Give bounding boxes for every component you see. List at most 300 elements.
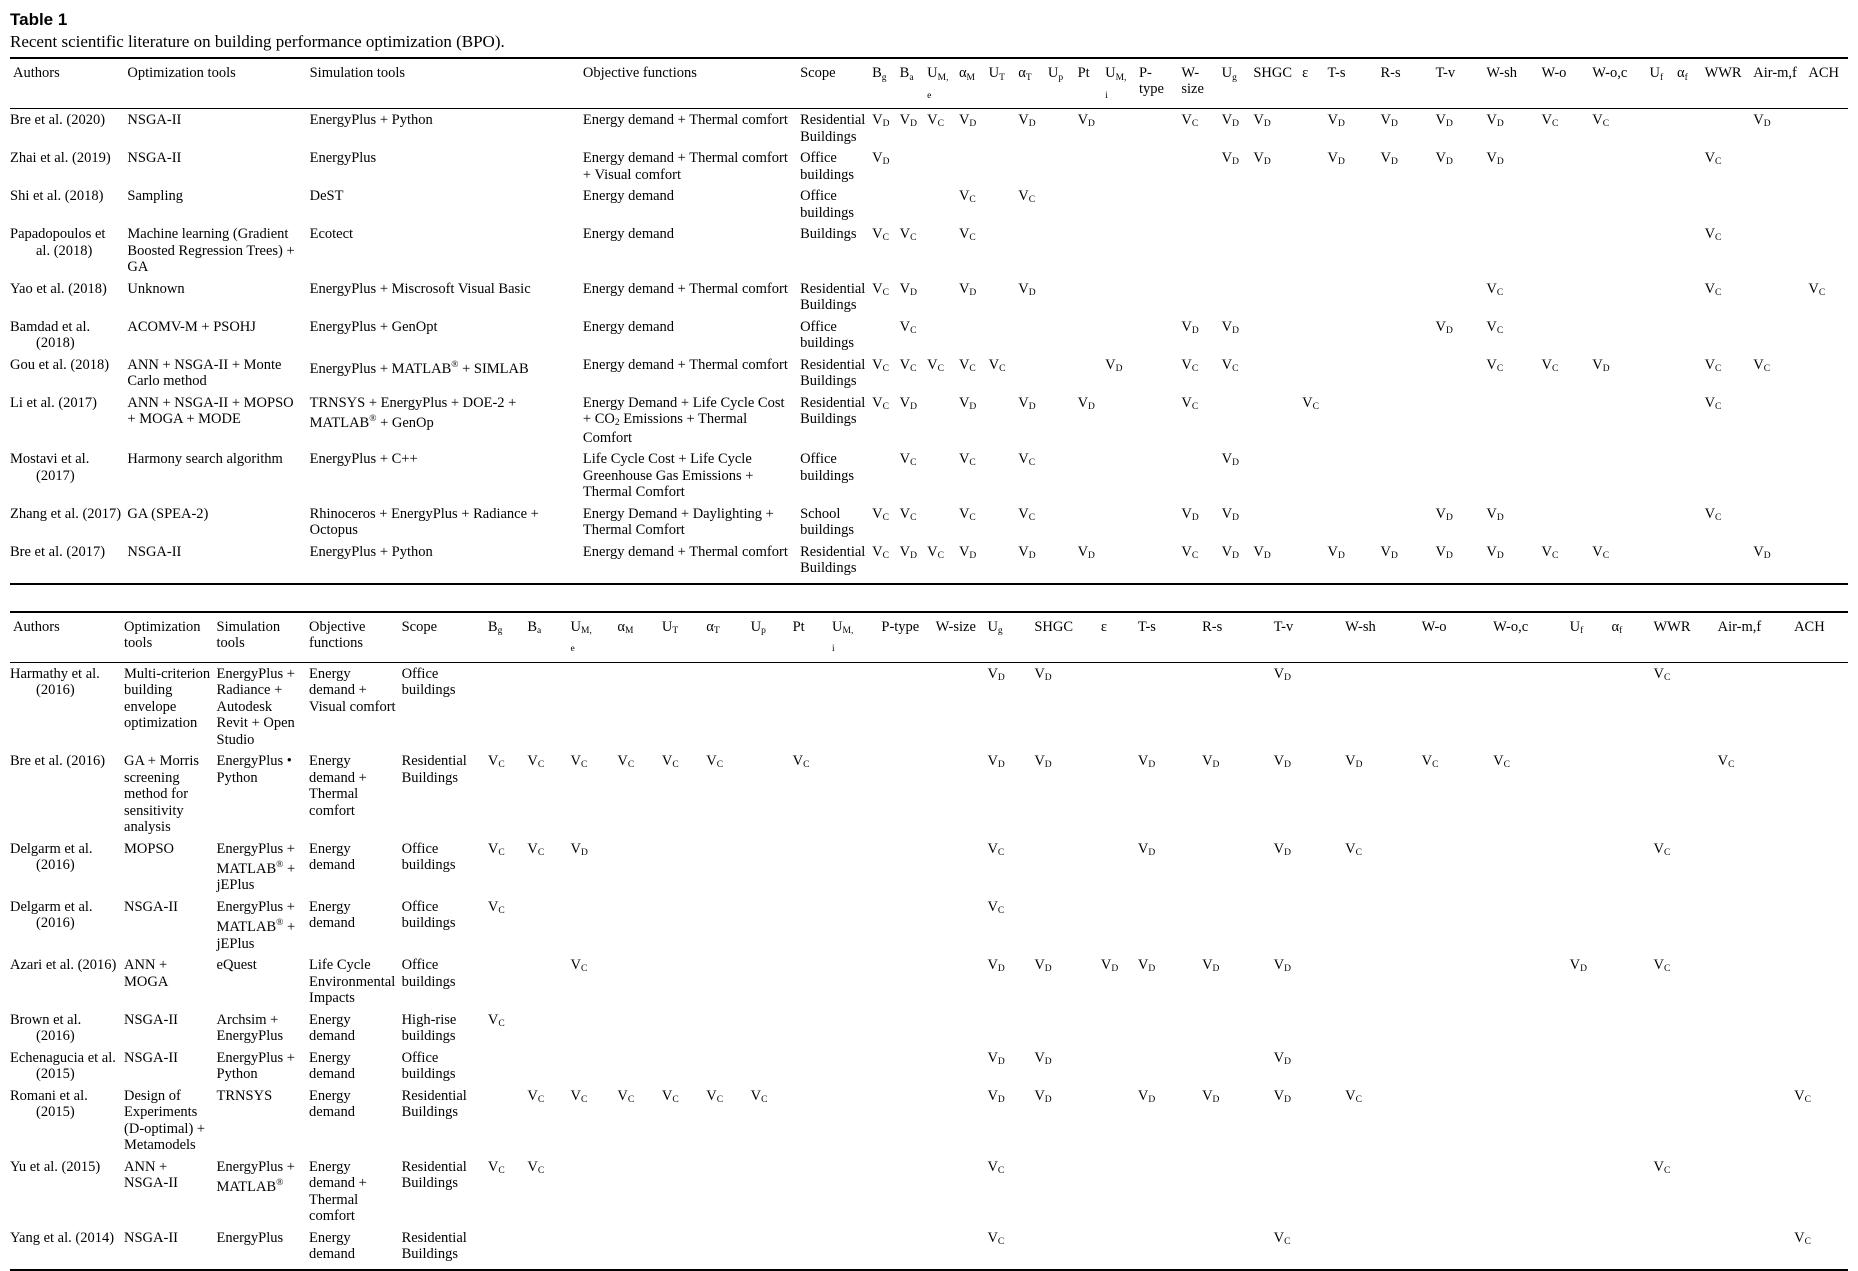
cell-objective-functions: Energy demand <box>309 898 355 932</box>
cell-param-marker <box>1567 838 1609 896</box>
cell-param-marker <box>1490 1085 1566 1156</box>
cell-simulation-tools: EnergyPlus + Python <box>216 1049 295 1083</box>
cell-param-marker <box>1490 1227 1566 1270</box>
cell-param-marker <box>986 316 1016 354</box>
cell-param-marker <box>1342 896 1418 954</box>
cell-param-marker <box>748 954 790 1009</box>
cell-simulation-tools: TRNSYS <box>216 1087 273 1104</box>
cell-param-marker <box>1715 662 1791 750</box>
cell-param-marker <box>1098 750 1135 838</box>
table-row <box>10 750 1848 838</box>
cell-param-marker <box>933 662 985 750</box>
cell-param-marker <box>1045 109 1075 148</box>
cell-optimization-tools: Design of Experiments (D-optimal) + Metamodels <box>124 1087 206 1154</box>
cell-param-marker <box>790 662 829 750</box>
cell-param-marker <box>897 147 925 185</box>
cell-param-marker: $V_C$ <box>1541 112 1559 129</box>
cell-param-marker <box>933 838 985 896</box>
cell-objective-functions: Energy demand + Thermal comfort <box>582 280 788 297</box>
cell-param-marker <box>1377 185 1432 223</box>
cell-param-marker <box>924 503 956 541</box>
cell-objective-functions: Energy Demand + Life Cycle Cost + $CO_2$ Emissions + Thermal Comfort <box>582 394 785 446</box>
cell-param-marker <box>1538 185 1589 223</box>
cell-param-marker: $V_D$ <box>1377 541 1432 584</box>
cell-param-marker: $V_D$ <box>1273 753 1291 770</box>
cell-param-marker <box>790 1085 829 1156</box>
cell-param-marker: $V_C$ <box>958 356 976 374</box>
cell-param-marker <box>1178 185 1218 223</box>
cell-objective-functions: Energy demand + Thermal comfort <box>309 1158 367 1225</box>
cell-param-marker <box>1136 541 1178 584</box>
cell-param-marker: $V_C$ <box>872 280 889 298</box>
cell-simulation-tools: EnergyPlus • Python <box>216 753 292 786</box>
cell-param-marker: $V_D$ <box>1034 1087 1052 1105</box>
cell-param-marker <box>1419 954 1491 1009</box>
cell-param-marker <box>933 896 985 954</box>
cell-param-marker <box>829 896 878 954</box>
cell-param-marker: $V_D$ <box>1202 957 1220 975</box>
cell-objective-functions: Energy demand + Thermal comfort + Visual comfort <box>582 150 788 183</box>
cell-param-marker <box>1299 316 1324 354</box>
column-header-param-w-o: W-o <box>1419 612 1491 663</box>
cell-scope: School buildings <box>800 505 855 538</box>
cell-scope: Residential Buildings <box>797 541 869 584</box>
cell-param-marker <box>1805 147 1848 185</box>
cell-param-marker <box>1075 316 1103 354</box>
cell-param-marker <box>1199 896 1271 954</box>
cell-param-marker <box>1098 1227 1135 1270</box>
cell-scope: Office buildings <box>800 318 855 351</box>
cell-param-marker: $V_D$ <box>1380 150 1398 167</box>
cell-param-marker <box>1135 662 1199 750</box>
cell-param-marker <box>1433 278 1484 316</box>
column-header-optimization-tools: Optimization tools <box>121 612 214 663</box>
column-header-param-pt: Pt <box>790 612 829 663</box>
cell-param-marker <box>1075 223 1103 278</box>
table-row <box>10 109 1848 148</box>
cell-param-marker <box>1750 448 1805 503</box>
cell-param-marker: $V_C$ <box>958 451 976 468</box>
cell-param-marker <box>1075 448 1103 503</box>
cell-param-marker <box>1805 503 1848 541</box>
table-row <box>10 1156 1848 1227</box>
cell-param-marker: $V_C$ <box>487 753 505 770</box>
cell-param-marker: $V_C$ <box>927 112 944 129</box>
cell-param-marker <box>790 838 829 896</box>
cell-param-marker <box>1031 1156 1098 1227</box>
cell-param-marker <box>1715 954 1791 1009</box>
table-header-part1 <box>10 58 1848 109</box>
cell-param-marker <box>878 896 932 954</box>
column-header-param-w-size: W-size <box>1178 58 1218 109</box>
cell-param-marker: $V_C$ <box>1486 356 1504 374</box>
cell-optimization-tools: NSGA-II <box>121 1227 214 1270</box>
cell-simulation-tools: EnergyPlus + Radiance + Autodesk Revit + Open Studio <box>216 665 295 748</box>
column-header-param-u-g: Ug <box>1219 58 1251 109</box>
cell-param-marker <box>1715 838 1791 896</box>
cell-param-marker: $V_C$ <box>617 753 635 770</box>
cell-param-marker <box>1299 223 1324 278</box>
cell-param-marker <box>1490 1047 1566 1085</box>
cell-param-marker: $V_D$ <box>1433 541 1484 584</box>
cell-param-marker <box>1715 1009 1791 1047</box>
cell-param-marker: $V_C$ <box>1717 753 1735 770</box>
cell-param-marker: $V_C$ <box>1704 226 1722 243</box>
cell-param-marker <box>1483 448 1538 503</box>
cell-param-marker <box>878 1009 932 1047</box>
table-row <box>10 392 1848 449</box>
cell-authors: Zhai et al. (2019) <box>10 150 111 166</box>
cell-param-marker <box>1031 1009 1098 1047</box>
cell-simulation-tools: Rhinoceros + EnergyPlus + Radiance + Octopus <box>309 505 539 538</box>
column-header-param-u-m-i: UM, i <box>829 612 878 663</box>
cell-param-marker: $V_D$ <box>1327 150 1345 167</box>
cell-param-marker <box>659 1227 703 1270</box>
cell-objective-functions: Life Cycle Cost + Life Cycle Greenhouse Gas Emissions + Thermal Comfort <box>582 451 754 500</box>
cell-param-marker <box>1805 448 1848 503</box>
column-header-param-shgc: SHGC <box>1031 612 1098 663</box>
cell-param-marker: $V_C$ <box>924 541 956 584</box>
cell-scope: Residential Buildings <box>401 1087 467 1121</box>
cell-scope: Residential Buildings <box>401 753 467 786</box>
cell-param-marker: $V_C$ <box>527 840 545 858</box>
cell-param-marker <box>659 1047 703 1085</box>
column-header-param-p-type: P-type <box>878 612 932 663</box>
cell-param-marker <box>1674 316 1702 354</box>
cell-param-marker <box>1650 896 1714 954</box>
cell-scope: Residential Buildings <box>800 394 866 427</box>
table-row <box>10 954 1848 1009</box>
cell-param-marker: $V_C$ <box>570 1087 588 1105</box>
cell-param-marker <box>1377 448 1432 503</box>
cell-param-marker <box>878 1085 932 1156</box>
cell-param-marker <box>703 1227 747 1270</box>
cell-param-marker <box>485 1085 524 1156</box>
cell-param-marker <box>1647 278 1675 316</box>
cell-param-marker <box>1342 1009 1418 1047</box>
cell-param-marker <box>829 662 878 750</box>
cell-param-marker <box>703 1156 747 1227</box>
cell-param-marker <box>986 223 1016 278</box>
cell-param-marker <box>1098 838 1135 896</box>
cell-param-marker: $V_C$ <box>1753 356 1771 374</box>
table-caption: Recent scientific literature on building performance optimization (BPO). <box>10 32 505 51</box>
cell-param-marker <box>1136 185 1178 223</box>
column-header-param-w-sh: W-sh <box>1342 612 1418 663</box>
table-row <box>10 503 1848 541</box>
column-header-param-: ε <box>1299 58 1324 109</box>
cell-param-marker <box>748 662 790 750</box>
cell-param-marker <box>1136 316 1178 354</box>
cell-param-marker: $V_C$ <box>1181 394 1199 412</box>
cell-param-marker <box>986 278 1016 316</box>
cell-param-marker <box>568 662 615 750</box>
cell-param-marker <box>1674 448 1702 503</box>
cell-param-marker <box>1609 1047 1651 1085</box>
cell-param-marker <box>1538 147 1589 185</box>
cell-optimization-tools: ANN + NSGA-II + Monte Carlo method <box>127 356 282 389</box>
cell-param-marker: $V_C$ <box>899 226 917 243</box>
cell-param-marker: $V_C$ <box>984 1227 1031 1270</box>
cell-param-marker <box>1299 503 1324 541</box>
cell-authors: Shi et al. (2018) <box>10 188 104 204</box>
column-header-objective-functions: Objective functions <box>306 612 399 663</box>
cell-param-marker <box>1325 448 1378 503</box>
cell-param-marker <box>1045 392 1075 449</box>
cell-param-marker <box>986 147 1016 185</box>
cell-param-marker <box>568 1009 615 1047</box>
cell-param-marker: $V_D$ <box>1750 541 1805 584</box>
table-section-gap <box>10 585 1848 611</box>
cell-simulation-tools: EnergyPlus + MATLAB® + jEPlus <box>216 840 296 894</box>
cell-param-marker <box>956 316 986 354</box>
cell-param-marker <box>1325 223 1378 278</box>
cell-simulation-tools: DeST <box>309 188 344 204</box>
cell-param-marker: $V_C$ <box>661 1087 679 1105</box>
cell-param-marker: $V_C$ <box>527 1158 545 1176</box>
column-header-authors: Authors <box>10 612 121 663</box>
cell-authors: Bre et al. (2016) <box>10 753 106 769</box>
cell-param-marker <box>878 954 932 1009</box>
cell-param-marker <box>1589 448 1646 503</box>
cell-param-marker <box>1102 223 1136 278</box>
cell-param-marker <box>869 185 897 223</box>
column-header-param-b-g: Bg <box>485 612 524 663</box>
column-header-param-u-f: Uf <box>1567 612 1609 663</box>
cell-param-marker <box>829 1156 878 1227</box>
cell-objective-functions: Energy demand <box>306 1227 399 1270</box>
cell-param-marker: $V_C$ <box>487 840 505 858</box>
cell-param-marker <box>1015 354 1045 392</box>
cell-param-marker <box>829 1047 878 1085</box>
cell-param-marker <box>1199 1156 1271 1227</box>
cell-param-marker <box>1791 896 1848 954</box>
cell-param-marker <box>1702 541 1751 584</box>
cell-param-marker <box>1567 1227 1609 1270</box>
cell-param-marker: $V_D$ <box>1100 957 1119 975</box>
column-header-param-u-t: UT <box>986 58 1016 109</box>
cell-optimization-tools: NSGA-II <box>124 541 306 584</box>
cell-param-marker <box>1136 109 1178 148</box>
cell-param-marker <box>1325 392 1378 449</box>
cell-simulation-tools: EnergyPlus + MATLAB® <box>216 1158 295 1195</box>
cell-param-marker <box>1589 316 1646 354</box>
cell-param-marker <box>1650 1009 1714 1047</box>
cell-param-marker <box>933 1047 985 1085</box>
cell-scope: Residential Buildings <box>800 356 866 389</box>
cell-param-marker <box>1045 503 1075 541</box>
cell-param-marker: $V_D$ <box>1181 318 1199 336</box>
cell-param-marker: $V_C$ <box>1704 394 1722 412</box>
cell-param-marker <box>1419 1227 1491 1270</box>
cell-param-marker <box>790 1227 829 1270</box>
cell-objective-functions: Energy Demand + Daylighting + Thermal Comfort <box>582 505 774 538</box>
cell-param-marker <box>1483 223 1538 278</box>
cell-param-marker <box>1031 1227 1098 1270</box>
cell-param-marker: $V_D$ <box>899 280 917 298</box>
cell-param-marker <box>829 954 878 1009</box>
cell-param-marker <box>1178 223 1218 278</box>
cell-param-marker: $V_C$ <box>487 898 505 916</box>
cell-param-marker: $V_D$ <box>987 1087 1005 1105</box>
cell-param-marker <box>703 954 747 1009</box>
cell-param-marker <box>748 1047 790 1085</box>
cell-param-marker <box>1135 1009 1199 1047</box>
cell-param-marker: $V_C$ <box>617 1087 635 1105</box>
cell-param-marker <box>1567 662 1609 750</box>
cell-param-marker <box>1098 1085 1135 1156</box>
cell-param-marker <box>1490 1009 1566 1047</box>
cell-optimization-tools: Machine learning (Gradient Boosted Regression Trees) + GA <box>127 226 295 275</box>
cell-param-marker <box>878 1047 932 1085</box>
cell-param-marker <box>924 316 956 354</box>
cell-param-marker <box>1647 223 1675 278</box>
column-header-simulation-tools: Simulation tools <box>307 58 580 109</box>
cell-param-marker <box>1715 1227 1791 1270</box>
column-header-param--f: αf <box>1674 58 1702 109</box>
cell-param-marker <box>924 223 956 278</box>
cell-param-marker <box>1250 316 1299 354</box>
cell-param-marker <box>1674 503 1702 541</box>
cell-optimization-tools: NSGA-II <box>124 898 178 915</box>
cell-simulation-tools: Ecotect <box>309 226 354 242</box>
cell-optimization-tools: Sampling <box>127 188 183 204</box>
cell-param-marker <box>1647 354 1675 392</box>
cell-param-marker <box>1791 662 1848 750</box>
cell-param-marker <box>1031 896 1098 954</box>
cell-param-marker <box>1538 392 1589 449</box>
cell-param-marker <box>1750 223 1805 278</box>
cell-param-marker <box>986 448 1016 503</box>
column-header-param-u-f: Uf <box>1647 58 1675 109</box>
cell-param-marker: $V_C$ <box>527 753 545 770</box>
cell-param-marker: $V_C$ <box>1589 541 1646 584</box>
cell-authors: Li et al. (2017) <box>10 394 97 411</box>
cell-param-marker <box>1419 838 1491 896</box>
cell-param-marker: $V_C$ <box>1653 957 1671 975</box>
cell-param-marker <box>748 1156 790 1227</box>
cell-param-marker <box>1136 392 1178 449</box>
cell-param-marker <box>1538 223 1589 278</box>
cell-param-marker <box>1490 1156 1566 1227</box>
cell-param-marker <box>1250 354 1299 392</box>
cell-param-marker <box>1647 503 1675 541</box>
cell-param-marker: $V_C$ <box>958 188 976 205</box>
cell-param-marker <box>1250 185 1299 223</box>
cell-param-marker <box>1750 503 1805 541</box>
cell-simulation-tools: EnergyPlus + GenOpt <box>309 318 438 335</box>
cell-authors: Delgarm et al. (2016) <box>10 840 93 873</box>
cell-param-marker <box>1650 1227 1714 1270</box>
cell-param-marker <box>1609 1227 1651 1270</box>
cell-param-marker: $V_C$ <box>1493 753 1510 770</box>
column-header-param-ach: ACH <box>1791 612 1848 663</box>
cell-param-marker <box>1377 223 1432 278</box>
cell-param-marker <box>1045 185 1075 223</box>
cell-param-marker: $V_C$ <box>869 541 897 584</box>
column-header-param-t-v: T-v <box>1433 58 1484 109</box>
cell-param-marker <box>1377 354 1432 392</box>
cell-param-marker <box>1647 392 1675 449</box>
cell-param-marker <box>1299 278 1324 316</box>
cell-scope: Buildings <box>800 226 857 242</box>
cell-param-marker <box>1342 1047 1418 1085</box>
cell-param-marker: $V_C$ <box>1808 280 1826 298</box>
cell-param-marker <box>1015 223 1045 278</box>
cell-param-marker: $V_D$ <box>958 112 977 129</box>
column-header-param-t-s: T-s <box>1325 58 1378 109</box>
column-header-param--m: αM <box>614 612 658 663</box>
cell-param-marker: $V_C$ <box>706 753 724 770</box>
cell-param-marker: $V_C$ <box>1704 505 1722 523</box>
cell-param-marker <box>1419 1085 1491 1156</box>
cell-param-marker <box>878 1156 932 1227</box>
cell-param-marker <box>984 1009 1031 1047</box>
cell-param-marker <box>1102 316 1136 354</box>
cell-param-marker <box>524 1009 567 1047</box>
cell-authors: Harmathy et al. (2016) <box>10 665 100 698</box>
cell-param-marker <box>1178 147 1218 185</box>
cell-authors: Brown et al. (2016) <box>10 1011 82 1045</box>
cell-param-marker <box>614 954 658 1009</box>
cell-param-marker: $V_D$ <box>1075 541 1103 584</box>
cell-param-marker: $V_C$ <box>527 1087 545 1105</box>
cell-param-marker <box>1377 316 1432 354</box>
cell-authors: Mostavi et al. (2017) <box>10 451 90 484</box>
cell-param-marker: $V_C$ <box>1018 451 1036 468</box>
cell-param-marker: $V_C$ <box>1794 1087 1811 1105</box>
cell-param-marker <box>1702 109 1751 148</box>
cell-param-marker <box>1299 147 1324 185</box>
cell-param-marker <box>1199 838 1271 896</box>
cell-param-marker <box>1135 1156 1199 1227</box>
cell-objective-functions: Energy demand + Thermal comfort <box>582 112 788 128</box>
cell-param-marker <box>524 662 567 750</box>
cell-param-marker <box>1342 1156 1418 1227</box>
cell-param-marker: $V_D$ <box>1137 753 1156 770</box>
cell-param-marker <box>1102 147 1136 185</box>
cell-param-marker: $V_D$ <box>1486 150 1504 167</box>
cell-optimization-tools: ANN + NSGA-II <box>124 1158 178 1192</box>
cell-param-marker <box>1045 147 1075 185</box>
column-header-param-air-m-f: Air-m,f <box>1715 612 1791 663</box>
cell-param-marker: $V_C$ <box>1704 356 1722 374</box>
cell-param-marker <box>829 1009 878 1047</box>
cell-param-marker: $V_D$ <box>1273 1087 1291 1105</box>
cell-param-marker <box>1419 896 1491 954</box>
cell-param-marker: $V_D$ <box>1034 753 1052 770</box>
table-row <box>10 896 1848 954</box>
cell-param-marker <box>1045 278 1075 316</box>
cell-param-marker: $V_D$ <box>872 112 890 129</box>
cell-param-marker <box>986 541 1016 584</box>
cell-objective-functions: Energy demand + Visual comfort <box>309 665 396 715</box>
cell-param-marker <box>933 1156 985 1227</box>
column-header-param-: ε <box>1098 612 1135 663</box>
cell-param-marker: $V_D$ <box>1435 318 1453 336</box>
cell-optimization-tools: NSGA-II <box>124 1011 178 1028</box>
cell-param-marker <box>1098 662 1135 750</box>
cell-param-marker <box>1589 223 1646 278</box>
cell-param-marker: $V_D$ <box>872 150 890 167</box>
column-header-param-shgc: SHGC <box>1250 58 1299 109</box>
cell-param-marker <box>748 1009 790 1047</box>
column-header-param-u-m-e: UM, e <box>924 58 956 109</box>
column-header-param-t-s: T-s <box>1135 612 1199 663</box>
cell-param-marker <box>869 316 897 354</box>
column-header-param-b-a: Ba <box>897 58 925 109</box>
cell-param-marker <box>1589 278 1646 316</box>
